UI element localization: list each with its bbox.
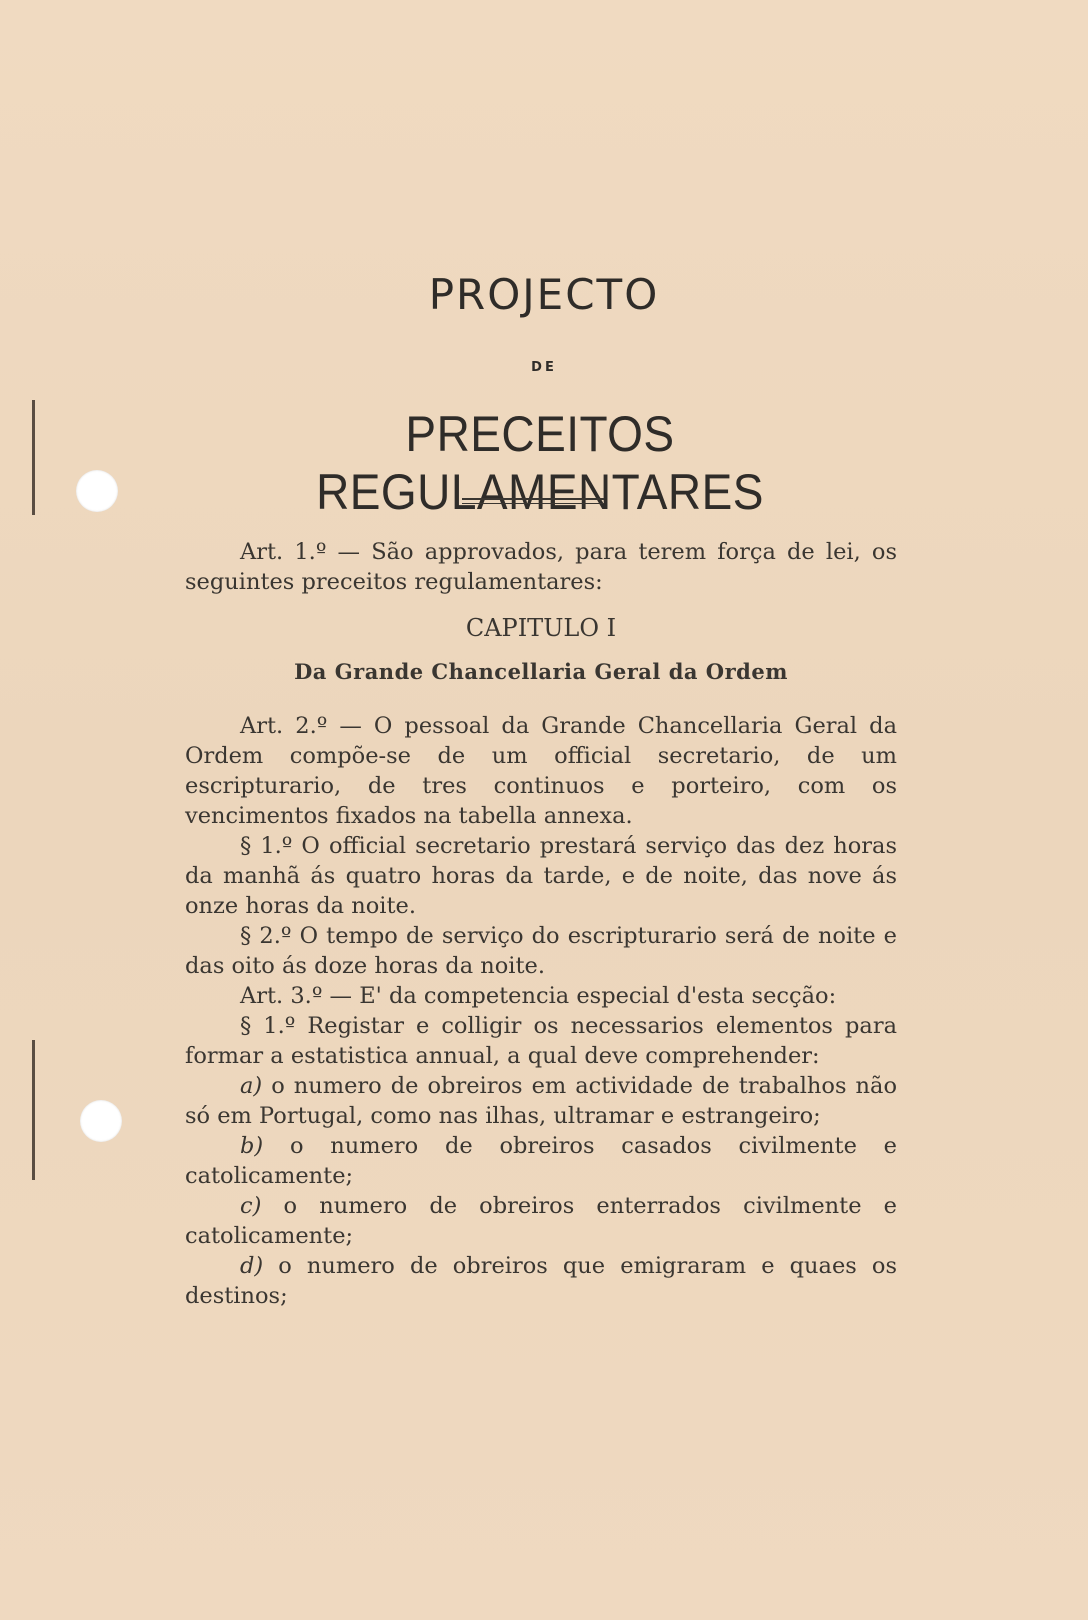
paragraph: § 1.º O official secretario prestará serviço das dez horas da manhã ás quatro horas da tarde, e de noite, das nove ás onze horas da noite. [185, 833, 897, 919]
section-heading: Da Grande Chancellaria Geral da Ordem [294, 659, 788, 684]
margin-mark-top [32, 400, 35, 515]
list-item-letter: d) [240, 1253, 264, 1279]
list-item-text: o numero de obreiros que emigraram e quaes os destinos; [185, 1253, 897, 1309]
paragraph: Art. 3.º — E' da competencia especial d'esta secção: [240, 983, 837, 1009]
title-rule [462, 498, 604, 504]
list-item-letter: a) [240, 1073, 263, 1099]
title-connector: DE [531, 360, 557, 375]
list-item-text: o numero de obreiros enterrados civilmente e catolicamente; [185, 1193, 897, 1249]
margin-mark-bottom [32, 1040, 35, 1180]
list-item-letter: c) [240, 1193, 262, 1219]
paragraph: § 2.º O tempo de serviço do escripturario será de noite e das oito ás doze horas da noite. [185, 923, 897, 979]
list-item [185, 1131, 897, 1191]
list-item-letter: b) [240, 1133, 264, 1159]
intro-label: Art. 1.º [240, 539, 327, 565]
intro-text: — São approvados, para terem força de lei, os seguintes preceitos regulamentares: [185, 539, 897, 595]
list-item [185, 1071, 897, 1131]
paragraph: Art. 2.º — O pessoal da Grande Chancellaria Geral da Ordem compõe-se de um official secretario, de um escripturario, de tres continuos e porteiro, com os vencimentos fixados na tabella annexa. [185, 713, 897, 829]
punch-hole-bottom [80, 1100, 122, 1142]
document-subtitle: PRECEITOS REGULAMENTARES [316, 406, 764, 520]
paragraph: § 1.º Registar e colligir os necessarios elementos para formar a estatistica annual, a qual deve comprehender: [185, 1013, 897, 1069]
punch-hole-top [76, 470, 118, 512]
list-item-text: o numero de obreiros em actividade de trabalhos não só em Portugal, como nas ilhas, ultramar e estrangeiro; [185, 1073, 897, 1129]
document-body [185, 537, 897, 1311]
chapter-heading: CAPITULO I [465, 614, 617, 642]
intro-paragraph [185, 537, 897, 597]
list-item [185, 1251, 897, 1311]
document-title: PROJECTO [428, 270, 660, 319]
list-item [185, 1191, 897, 1251]
list-item-text: o numero de obreiros casados civilmente e catolicamente; [185, 1133, 897, 1189]
